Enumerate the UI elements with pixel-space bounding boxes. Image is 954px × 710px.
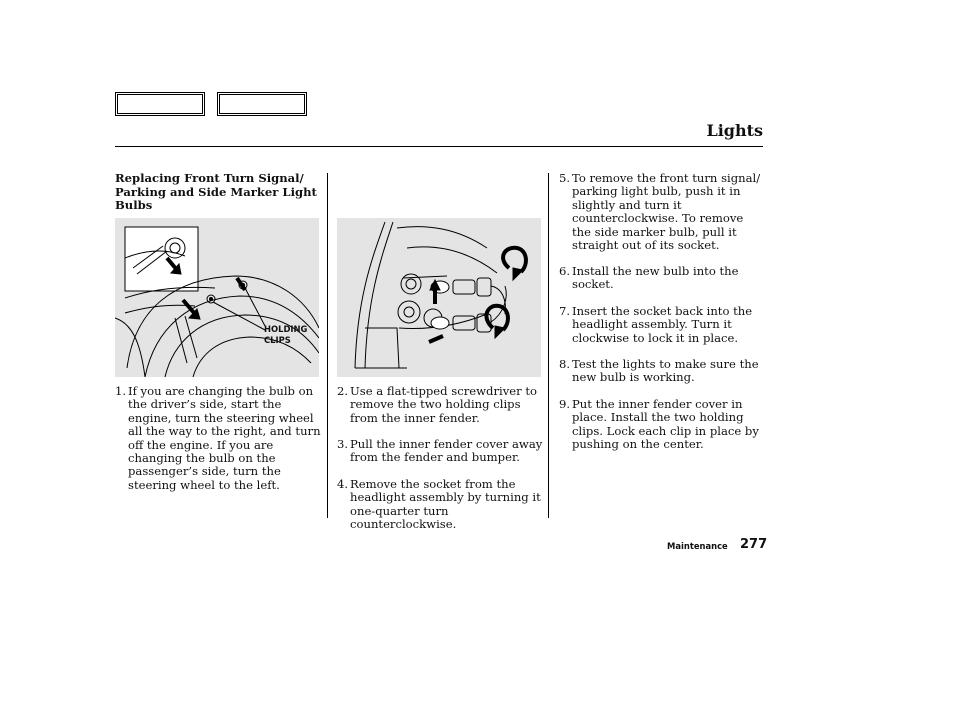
step-number: 1.: [115, 384, 127, 398]
step-4: [337, 478, 549, 532]
footer-section-label: Maintenance: [667, 541, 728, 551]
step-text: To remove the front turn signal/ parking light bulb, push it in slightly and turn it counterclockwise. To remove the side marker bulb, pull it straight out of its socket.: [572, 171, 761, 253]
holding-clips-label: [264, 324, 307, 346]
headlight-socket-drawing: [337, 218, 541, 377]
holding-clips-label-line: CLIPS: [264, 335, 291, 345]
step-number: 4.: [337, 477, 349, 491]
step-6: [559, 265, 764, 292]
column-divider-2: [548, 173, 549, 518]
fender-clips-illustration: [115, 218, 319, 377]
title-rule: [115, 146, 763, 147]
page-title: Lights: [706, 121, 763, 140]
step-number: 5.: [559, 171, 571, 185]
holding-clips-label-line: HOLDING: [264, 324, 308, 334]
step-number: 3.: [337, 437, 349, 451]
headlight-socket-illustration: [337, 218, 541, 377]
step-8: [559, 358, 764, 385]
step-number: 9.: [559, 397, 571, 411]
step-text: Remove the socket from the headlight assembly by turning it one-quarter turn counterclockwise.: [350, 477, 541, 532]
fender-clips-drawing: [115, 218, 319, 377]
step-text: Insert the socket back into the headlight assembly. Turn it clockwise to lock it in place.: [572, 304, 753, 345]
step-5: [559, 172, 764, 252]
step-2: [337, 385, 547, 425]
step-number: 2.: [337, 384, 349, 398]
step-9: [559, 398, 769, 452]
step-number: 6.: [559, 264, 571, 278]
step-text: Put the inner fender cover in place. Install the two holding clips. Lock each clip in place by pushing on the center.: [572, 397, 759, 452]
section-heading-line: Bulbs: [115, 198, 153, 212]
section-heading-line: Parking and Side Marker Light: [115, 184, 317, 199]
nav-tab-box-1[interactable]: [115, 92, 205, 116]
step-number: 7.: [559, 304, 571, 318]
section-heading-line: Replacing Front Turn Signal/: [115, 171, 304, 185]
page-number: 277: [740, 537, 768, 552]
step-3: [337, 438, 547, 465]
step-text: Test the lights to make sure the new bulb is working.: [572, 357, 759, 385]
section-heading: [115, 172, 320, 213]
step-text: If you are changing the bulb on the driver’s side, start the engine, turn the steering wheel all the way to the right, and turn off the engine. If you are changing the bulb on the passenger’s side, turn the steering wheel to the left.: [128, 384, 321, 492]
step-number: 8.: [559, 357, 571, 371]
step-text: Pull the inner fender cover away from the fender and bumper.: [350, 437, 543, 465]
column-divider-1: [327, 173, 328, 518]
step-text: Use a flat-tipped screwdriver to remove the two holding clips from the inner fender.: [350, 384, 537, 425]
nav-tab-box-2[interactable]: [217, 92, 307, 116]
step-7: [559, 305, 764, 345]
step-1: [115, 385, 325, 492]
step-text: Install the new bulb into the socket.: [572, 264, 739, 292]
